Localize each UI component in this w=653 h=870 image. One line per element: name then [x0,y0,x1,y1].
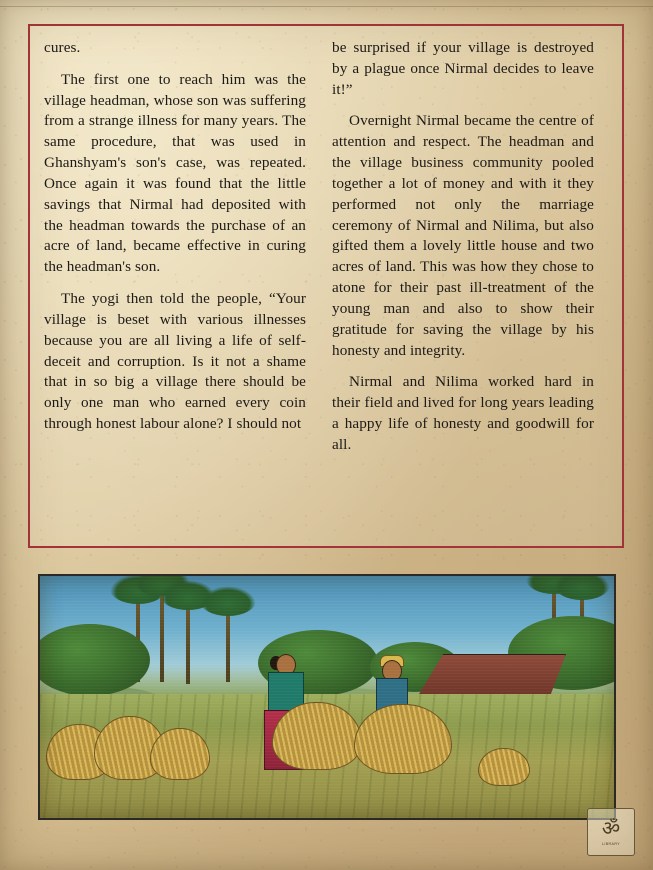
hut-roof [400,654,566,698]
story-text-frame [28,24,624,548]
text-columns [44,38,608,536]
stamp-caption: LIBRARY [601,841,621,846]
library-stamp [587,808,635,856]
left-text-column [44,38,306,536]
paragraph: The yogi then told the people, “Your village is beset with various illnesses because you are all living a life of self-deceit and corruption. Is it not a shame that in so big a village there should be only one man who earned every coin through honest labour alone? I should not [44,290,306,433]
paragraph: cures. [44,39,81,56]
scan-edge-line [0,6,653,7]
illustration-artwork [40,576,614,818]
om-icon: ॐ [601,817,621,840]
paragraph: be surprised if your village is destroyed by a plague once Nirmal decides to leave it!” [332,39,594,98]
hay-bundle [478,748,530,786]
paragraph: Overnight Nirmal became the centre of attention and respect. The headman and the village business community pooled together a lot of money and with it they performed not only the marriage ceremony of Nirmal and Nilima, but also gifted them a lovely little house and two acres of land. This was how they chose to atone for their past ill-treatment of the young man and also to show their gratitude for saving the village by his honesty and integrity. [332,112,594,359]
paragraph: Nirmal and Nilima worked hard in their field and lived for long years leading a happy life of honesty and goodwill for all. [332,373,594,453]
right-text-column [332,38,594,536]
illustration-panel [38,574,616,820]
hay-bundle [150,728,210,780]
palm-tree [186,596,190,684]
hay-bundle [272,702,362,770]
palm-tree [226,602,230,682]
hay-bundle [354,704,452,774]
paragraph: The first one to reach him was the village headman, whose son was suffering from a strange illness for many years. The same procedure, that was used in Ghanshyam's son's case, was repeated. Once again it was found that the little savings that Nirmal had deposited with the headman towards the purchase of an acre of land, became effective in curing the headman's son. [44,70,306,276]
